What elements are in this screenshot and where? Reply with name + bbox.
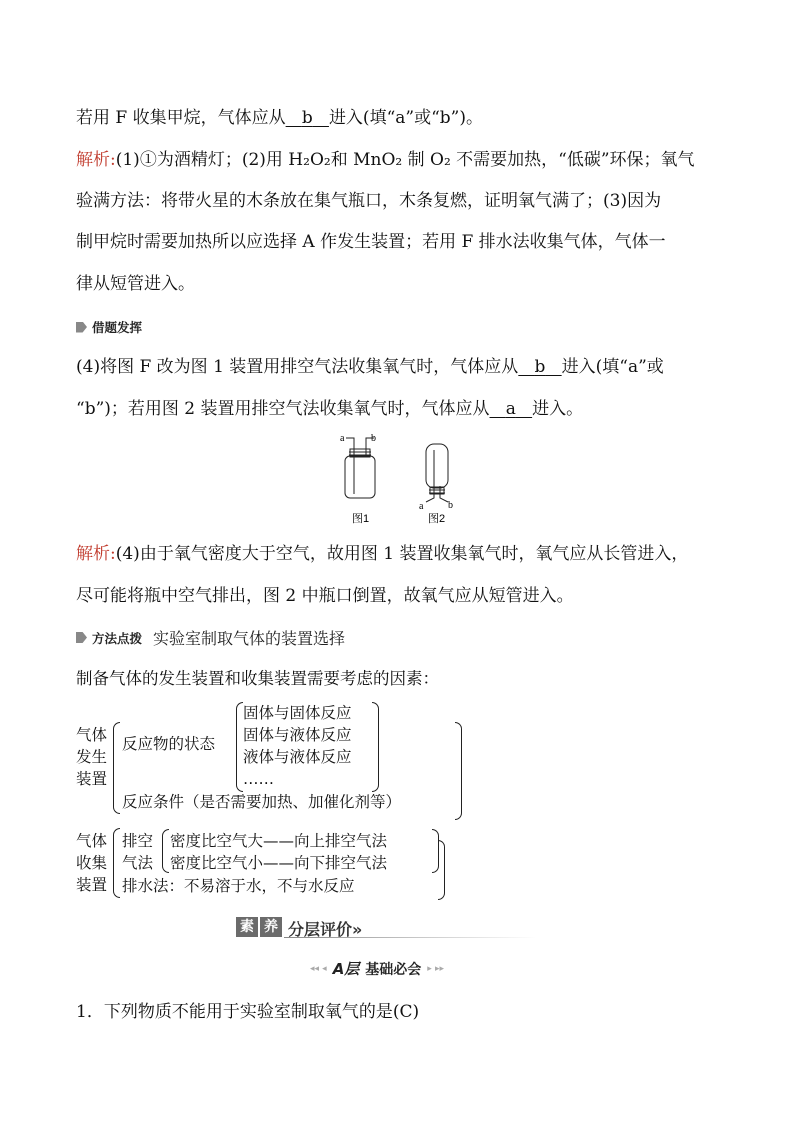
decor-dots-icon: ◂◂ ◂ xyxy=(310,963,327,974)
tag-arrow-icon xyxy=(76,322,87,333)
apparatus-figure xyxy=(330,430,470,526)
analysis-line: 解析:(4)由于氧气密度大于空气，故用图 1 装置收集氧气时，氧气应从长管进入， xyxy=(76,544,689,564)
question-line: (4)将图 F 改为图 1 装置用排空气法收集氧气时，气体应从 b 进入(填“a”或 xyxy=(76,357,664,377)
banner-text: 分层评价» xyxy=(288,920,363,939)
method-title: 实验室制取气体的装置选择 xyxy=(153,629,346,648)
analysis-line: 尽可能将瓶中空气排出，图 2 中瓶口倒置，故氧气应从短管进入。 xyxy=(76,586,574,606)
water-method: 排水法：不易溶于水，不与水反应 xyxy=(122,877,355,895)
tag-arrow-icon xyxy=(76,632,87,643)
intro-line: 制备气体的发生装置和收集装置需要考虑的因素： xyxy=(76,669,439,688)
state-list: 固体与固体反应 固体与液体反应 液体与液体反应 …… xyxy=(243,704,352,788)
analysis-line: 验满方法：将带火星的木条放在集气瓶口，木条复燃，证明氧气满了；(3)因为 xyxy=(76,191,662,211)
section-tag: 借题发挥 xyxy=(76,318,142,336)
condition: 反应条件（是否需要加热、加催化剂等） xyxy=(122,793,402,811)
level-heading xyxy=(310,958,444,979)
level-badge: A层 xyxy=(332,960,360,978)
answer-blank: a xyxy=(505,399,516,419)
air-label: 排空 气法 xyxy=(122,832,154,872)
figure1-caption: 图1 xyxy=(352,513,370,525)
air-items: 密度比空气大——向上排空气法 密度比空气小——向下排空气法 xyxy=(170,832,388,872)
question-line: “b”)；若用图 2 装置用排空气法收集氧气时，气体应从 a 进入。 xyxy=(76,399,584,419)
analysis-line: 制甲烷时需要加热所以应选择 A 作发生装置；若用 F 排水法收集气体，气体一 xyxy=(76,232,666,252)
analysis-line: 解析:(1)①为酒精灯；(2)用 H₂O₂和 MnO₂ 制 O₂ 不需要加热，“低碳”环保；氧气 xyxy=(76,150,695,170)
gen-title: 气体 发生 装置 xyxy=(76,726,108,788)
label-b: b xyxy=(448,500,453,511)
col-title: 气体 收集 装置 xyxy=(76,832,108,894)
label-a: a xyxy=(340,433,345,444)
analysis-label: 解析: xyxy=(76,544,116,564)
figure2-bottle xyxy=(426,444,448,502)
question-line: 若用 F 收集甲烷，气体应从 b 进入(填“a”或“b”)。 xyxy=(76,108,483,128)
section-banner xyxy=(236,916,536,940)
answer-blank: b xyxy=(534,357,546,377)
banner-char: 养 xyxy=(260,917,282,937)
state-label: 反应物的状态 xyxy=(122,735,216,753)
banner-char: 素 xyxy=(236,917,258,937)
method-tag: 方法点拨 实验室制取气体的装置选择 xyxy=(76,626,345,649)
analysis-label: 解析: xyxy=(76,150,116,170)
decor-dots-icon: ▸ ▸▸ xyxy=(427,963,444,974)
figure1-bottle xyxy=(345,438,375,498)
label-b: b xyxy=(371,433,376,444)
analysis-line: 律从短管进入。 xyxy=(76,274,195,294)
label-a: a xyxy=(419,501,424,512)
figure2-caption: 图2 xyxy=(428,513,446,525)
answer-blank: b xyxy=(301,108,313,128)
level-text: 基础必会 xyxy=(365,961,422,978)
question-line: 1．下列物质不能用于实验室制取氧气的是(C) xyxy=(76,1002,420,1022)
